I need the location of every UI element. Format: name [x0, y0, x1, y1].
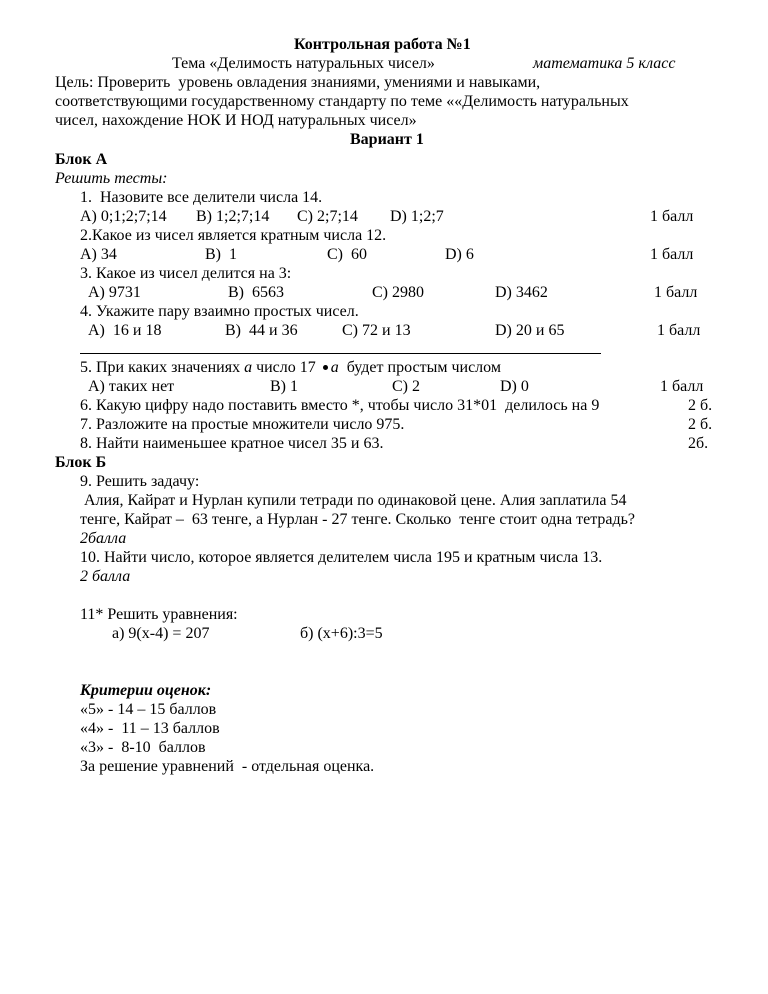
q6-points: 2 б. — [688, 397, 713, 414]
question-11: 11* Решить уравнения: — [80, 606, 238, 623]
criteria-note: За решение уравнений - отдельная оценка. — [80, 758, 375, 775]
block-a-title: Блок А — [55, 151, 108, 168]
criteria-grade-4: «4» - 11 – 13 баллов — [80, 720, 220, 737]
q4-option-c: С) 72 и 13 — [342, 322, 411, 339]
q5-option-b: В) 1 — [270, 378, 298, 395]
q2-option-d: D) 6 — [445, 246, 474, 263]
block-b-title: Блок Б — [55, 454, 107, 471]
block-a-instruction: Решить тесты: — [55, 170, 168, 187]
question-9: 9. Решить задачу: — [80, 473, 200, 490]
q1-option-a: А) 0;1;2;7;14 — [80, 208, 167, 225]
q3-option-d: D) 3462 — [495, 284, 548, 301]
q3-option-b: В) 6563 — [228, 284, 284, 301]
q5-variable-a: а — [244, 359, 253, 376]
subject-line: математика 5 класс — [533, 55, 676, 72]
q3-option-c: С) 2980 — [372, 284, 424, 301]
q5-text-pre: 5. При каких значениях — [80, 359, 245, 376]
q5-option-a: А) таких нет — [88, 378, 175, 395]
question-6: 6. Какую цифру надо поставить вместо *, чтобы число 31*01 делилось на 9 — [80, 397, 600, 414]
question-5 — [80, 358, 501, 377]
q10-points: 2 балла — [80, 568, 131, 585]
q2-option-a: А) 34 — [80, 246, 117, 263]
q5-points: 1 балл — [660, 378, 704, 395]
q5-text-post: будет простым числом — [338, 359, 501, 376]
criteria-grade-5: «5» - 14 – 15 баллов — [80, 701, 217, 718]
question-7: 7. Разложите на простые множители число 975. — [80, 416, 405, 433]
criteria-grade-3: «3» - 8-10 баллов — [80, 739, 206, 756]
goal-line-3: чисел, нахождение НОК И НОД натуральных чисел» — [55, 112, 417, 129]
q1-option-d: D) 1;2;7 — [390, 208, 444, 225]
q9-problem-line-2: тенге, Кайрат – 63 тенге, а Нурлан - 27 тенге. Сколько тенге стоит одна тетрадь? — [80, 511, 636, 528]
q2-option-c: С) 60 — [327, 246, 367, 263]
q9-points: 2балла — [80, 530, 127, 547]
q1-option-c: С) 2;7;14 — [297, 208, 358, 225]
q9-problem-line-1: Алия, Кайрат и Нурлан купили тетради по одинаковой цене. Алия заплатила 54 — [80, 492, 627, 509]
q5-variable-a-2: а — [330, 359, 339, 376]
q1-points: 1 балл — [650, 208, 694, 225]
question-2: 2.Какое из чисел является кратным числа 12. — [80, 227, 387, 244]
q5-option-c: С) 2 — [392, 378, 420, 395]
divider-line — [80, 353, 601, 354]
question-4: 4. Укажите пару взаимно простых чисел. — [80, 303, 359, 320]
q7-points: 2 б. — [688, 416, 713, 433]
criteria-title: Критерии оценок: — [80, 682, 212, 699]
q4-option-a: А) 16 и 18 — [88, 322, 162, 339]
q8-points: 2б. — [688, 435, 709, 452]
q11-equation-b: б) (х+6):3=5 — [300, 625, 383, 642]
q5-text-mid: число 17 — [252, 359, 320, 376]
q2-points: 1 балл — [650, 246, 694, 263]
goal-line-1: Цель: Проверить уровень овладения знаниями, умениями и навыками, — [55, 74, 541, 91]
q4-option-d: D) 20 и 65 — [495, 322, 565, 339]
question-10: 10. Найти число, которое является делителем числа 195 и кратным числа 13. — [80, 549, 603, 566]
question-3: 3. Какое из чисел делится на 3: — [80, 265, 292, 282]
goal-line-2: соответствующими государственному стандарту по теме ««Делимость натуральных — [55, 93, 629, 110]
topic-line: Тема «Делимость натуральных чисел» — [172, 55, 435, 72]
variant-heading: Вариант 1 — [350, 131, 424, 148]
q1-option-b: В) 1;2;7;14 — [196, 208, 270, 225]
q5-option-d: D) 0 — [500, 378, 529, 395]
q4-points: 1 балл — [657, 322, 701, 339]
document-title: Контрольная работа №1 — [294, 36, 471, 53]
question-1: 1. Назовите все делители числа 14. — [80, 189, 323, 206]
q11-equation-a: а) 9(х-4) = 207 — [112, 625, 210, 642]
q3-option-a: А) 9731 — [88, 284, 141, 301]
multiplication-dot-icon — [323, 365, 328, 370]
q3-points: 1 балл — [654, 284, 698, 301]
q4-option-b: В) 44 и 36 — [225, 322, 298, 339]
question-8: 8. Найти наименьшее кратное чисел 35 и 63. — [80, 435, 384, 452]
q2-option-b: В) 1 — [205, 246, 237, 263]
